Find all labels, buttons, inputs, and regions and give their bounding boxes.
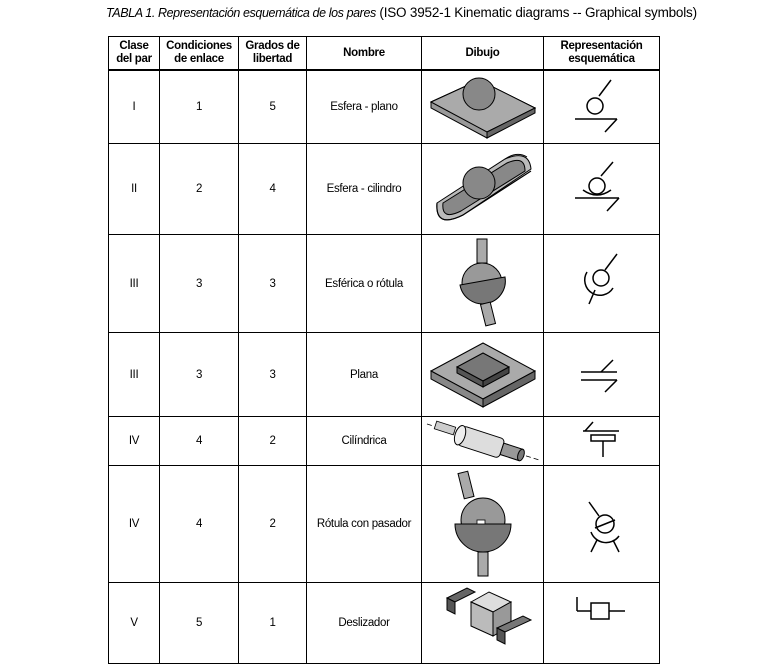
cell-simbolo (544, 70, 660, 144)
cell-dibujo (422, 466, 544, 583)
cell-condiciones: 2 (160, 144, 239, 235)
caption-italic: TABLA 1. Representación esquemática de los pares (106, 6, 376, 20)
header-condiciones: Condiciones de enlace (160, 37, 239, 71)
sphere-in-cylinder-drawing (427, 145, 539, 233)
cell-condiciones: 3 (160, 235, 239, 333)
ball-pin-symbol-icon (567, 484, 637, 564)
cell-clase: IV (109, 466, 160, 583)
cell-clase: III (109, 235, 160, 333)
sphere-on-plane-drawing (427, 72, 539, 142)
table-row (109, 466, 660, 583)
cell-condiciones: 4 (160, 417, 239, 466)
table-row (109, 235, 660, 333)
table-row (109, 583, 660, 664)
cell-clase: IV (109, 417, 160, 466)
cell-dibujo (422, 333, 544, 417)
table-caption (106, 5, 746, 20)
cell-grados: 2 (239, 466, 307, 583)
cell-grados: 4 (239, 144, 307, 235)
cell-clase: V (109, 583, 160, 664)
table-row (109, 70, 660, 144)
cylindrical-joint-drawing (425, 418, 541, 464)
cell-condiciones: 3 (160, 333, 239, 417)
sphere-cylinder-symbol-icon (567, 156, 637, 222)
table-row (109, 333, 660, 417)
header-nombre: Nombre (307, 37, 422, 71)
planar-joint-drawing (427, 335, 539, 415)
cell-nombre: Esférica o rótula (307, 235, 422, 333)
kinematic-pairs-table (108, 36, 660, 664)
cell-nombre: Plana (307, 333, 422, 417)
table-row (109, 417, 660, 466)
cell-nombre: Esfera - cilindro (307, 144, 422, 235)
cell-clase: III (109, 333, 160, 417)
cylindrical-symbol-icon (567, 419, 637, 463)
cell-simbolo (544, 144, 660, 235)
slider-symbol-icon (567, 593, 637, 653)
ball-joint-pin-drawing (427, 468, 539, 580)
cell-simbolo (544, 235, 660, 333)
cell-simbolo (544, 583, 660, 664)
header-representacion: Representación esquemática (544, 37, 660, 71)
caption-plain: (ISO 3952-1 Kinematic diagrams -- Graphical symbols) (375, 5, 697, 20)
cell-condiciones: 1 (160, 70, 239, 144)
header-clase: Clase del par (109, 37, 160, 71)
cell-grados: 1 (239, 583, 307, 664)
planar-symbol-icon (567, 350, 637, 400)
cell-dibujo (422, 235, 544, 333)
cell-grados: 5 (239, 70, 307, 144)
cell-simbolo (544, 417, 660, 466)
cell-clase: II (109, 144, 160, 235)
header-row (109, 37, 660, 71)
cell-nombre: Rótula con pasador (307, 466, 422, 583)
cell-dibujo (422, 144, 544, 235)
slider-drawing (427, 584, 539, 662)
cell-dibujo (422, 417, 544, 466)
cell-dibujo (422, 583, 544, 664)
cell-condiciones: 5 (160, 583, 239, 664)
cell-nombre: Esfera - plano (307, 70, 422, 144)
cell-clase: I (109, 70, 160, 144)
spherical-joint-symbol-icon (567, 244, 637, 324)
cell-dibujo (422, 70, 544, 144)
header-dibujo: Dibujo (422, 37, 544, 71)
cell-nombre: Cilíndrica (307, 417, 422, 466)
spherical-joint-drawing (427, 237, 539, 331)
cell-grados: 2 (239, 417, 307, 466)
cell-simbolo (544, 466, 660, 583)
cell-simbolo (544, 333, 660, 417)
cell-grados: 3 (239, 235, 307, 333)
cell-grados: 3 (239, 333, 307, 417)
table-row (109, 144, 660, 235)
header-grados: Grados de libertad (239, 37, 307, 71)
cell-condiciones: 4 (160, 466, 239, 583)
sphere-plane-symbol-icon (567, 74, 637, 140)
cell-nombre: Deslizador (307, 583, 422, 664)
